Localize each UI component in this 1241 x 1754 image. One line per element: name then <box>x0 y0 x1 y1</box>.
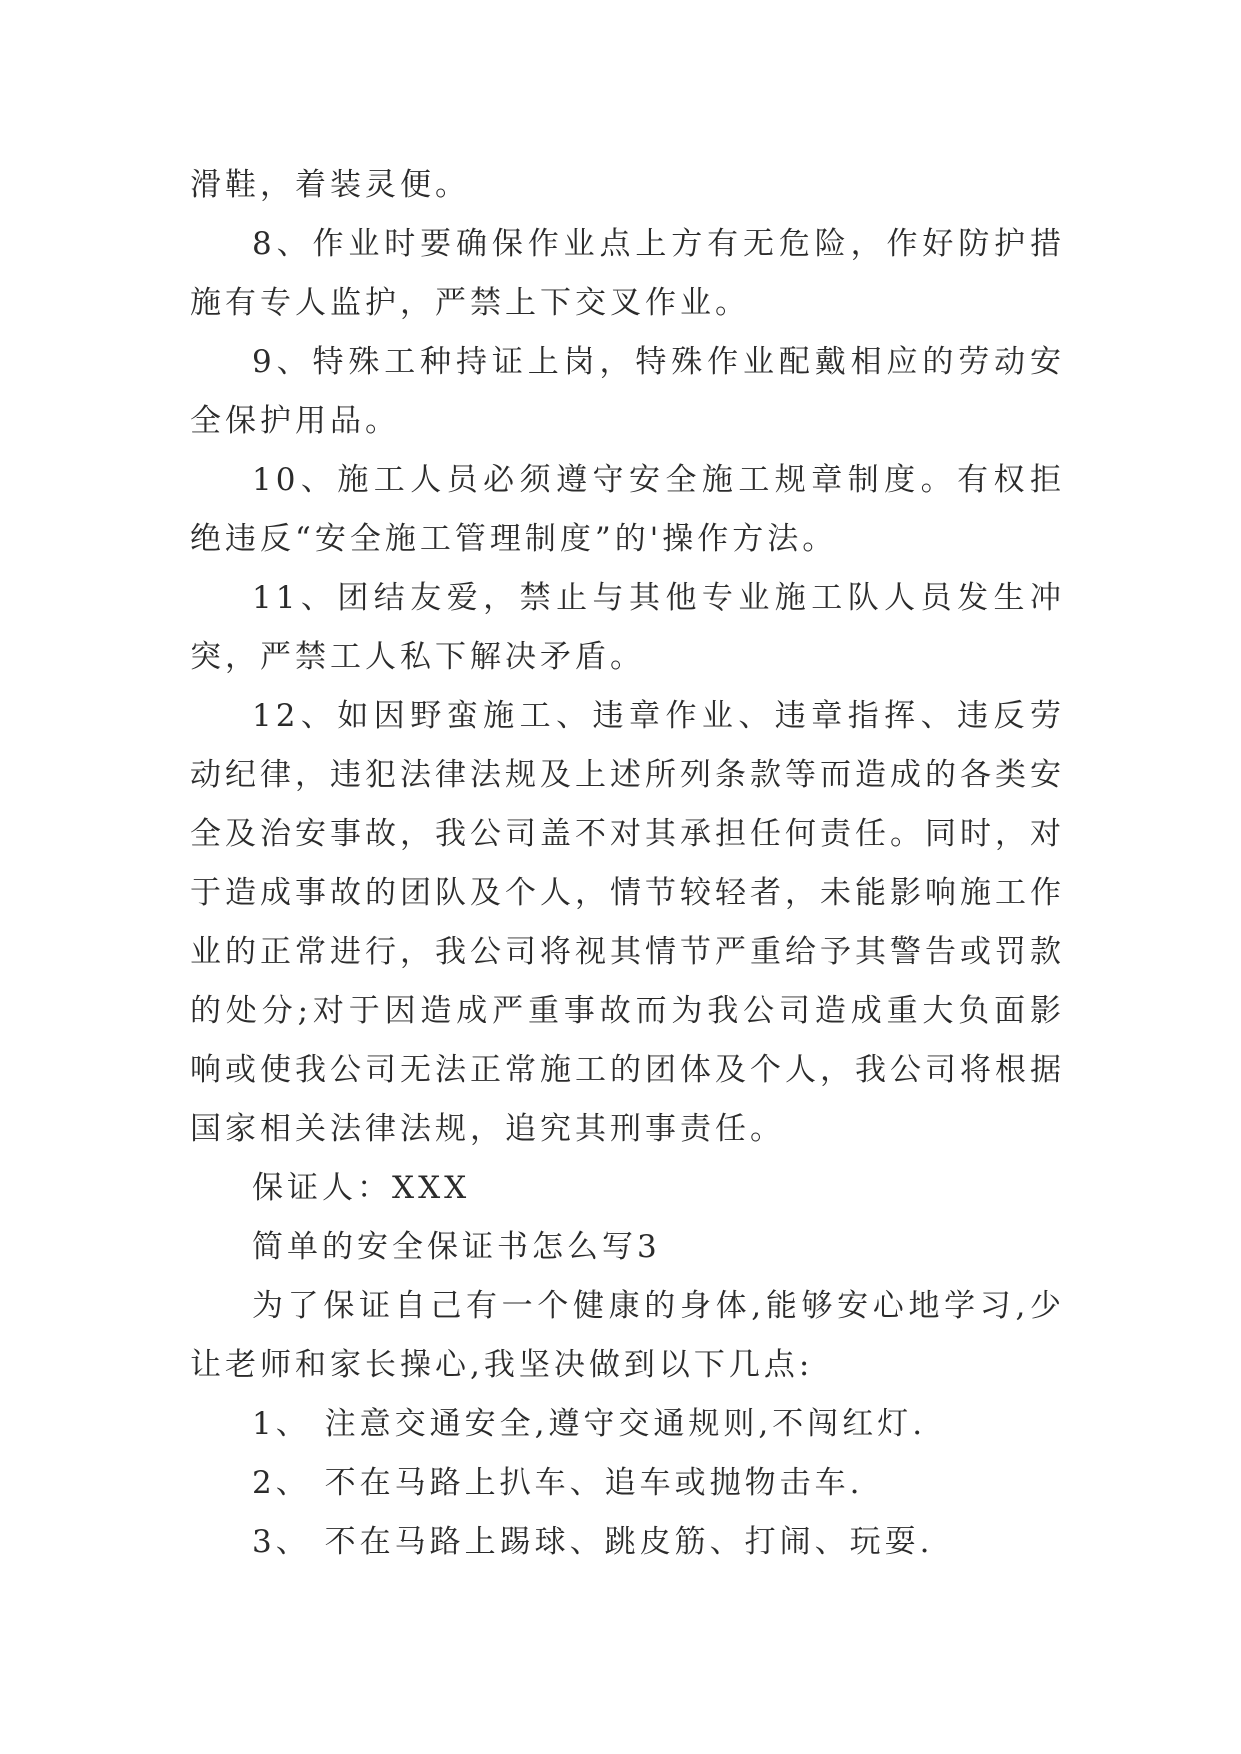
list-item-2: 2、 不在马路上扒车、追车或抛物击车. <box>252 1465 864 1501</box>
paragraph-intro: 为了保证自己有一个健康的身体,能够安心地学习,少让老师和家长操心,我坚决做到以下几点: <box>190 1288 1065 1383</box>
paragraph-item-8: 8、作业时要确保作业点上方有无危险，作好防护措施有专人监护，严禁上下交叉作业。 <box>190 226 1065 321</box>
document-body <box>190 156 1065 1572</box>
paragraph-item-9: 9、特殊工种持证上岗，特殊作业配戴相应的劳动安全保护用品。 <box>190 344 1065 439</box>
paragraph-item-12: 12、如因野蛮施工、违章作业、违章指挥、违反劳动纪律，违犯法律法规及上述所列条款等而造成的各类安全及治安事故，我公司盖不对其承担任何责任。同时，对于造成事故的团队及个人，情节较轻者，未能影响施工作业的正常进行，我公司将视其情节严重给予其警告或罚款的处分;对于因造成严重事故而为我公司造成重大负面影响或使我公司无法正常施工的团体及个人，我公司将根据国家相关法律法规，追究其刑事责任。 <box>190 698 1065 1147</box>
section-heading: 简单的安全保证书怎么写3 <box>252 1229 661 1265</box>
guarantor-line: 保证人：XXX <box>252 1170 471 1206</box>
paragraph-item-11: 11、团结友爱，禁止与其他专业施工队人员发生冲突，严禁工人私下解决矛盾。 <box>190 580 1065 675</box>
list-item-3: 3、 不在马路上踢球、跳皮筋、打闹、玩耍. <box>252 1524 934 1560</box>
paragraph-continuation: 滑鞋，着装灵便。 <box>190 167 470 203</box>
list-item-1: 1、 注意交通安全,遵守交通规则,不闯红灯. <box>252 1406 927 1442</box>
paragraph-item-10: 10、施工人员必须遵守安全施工规章制度。有权拒绝违反“安全施工管理制度”的'操作方法。 <box>190 462 1065 557</box>
